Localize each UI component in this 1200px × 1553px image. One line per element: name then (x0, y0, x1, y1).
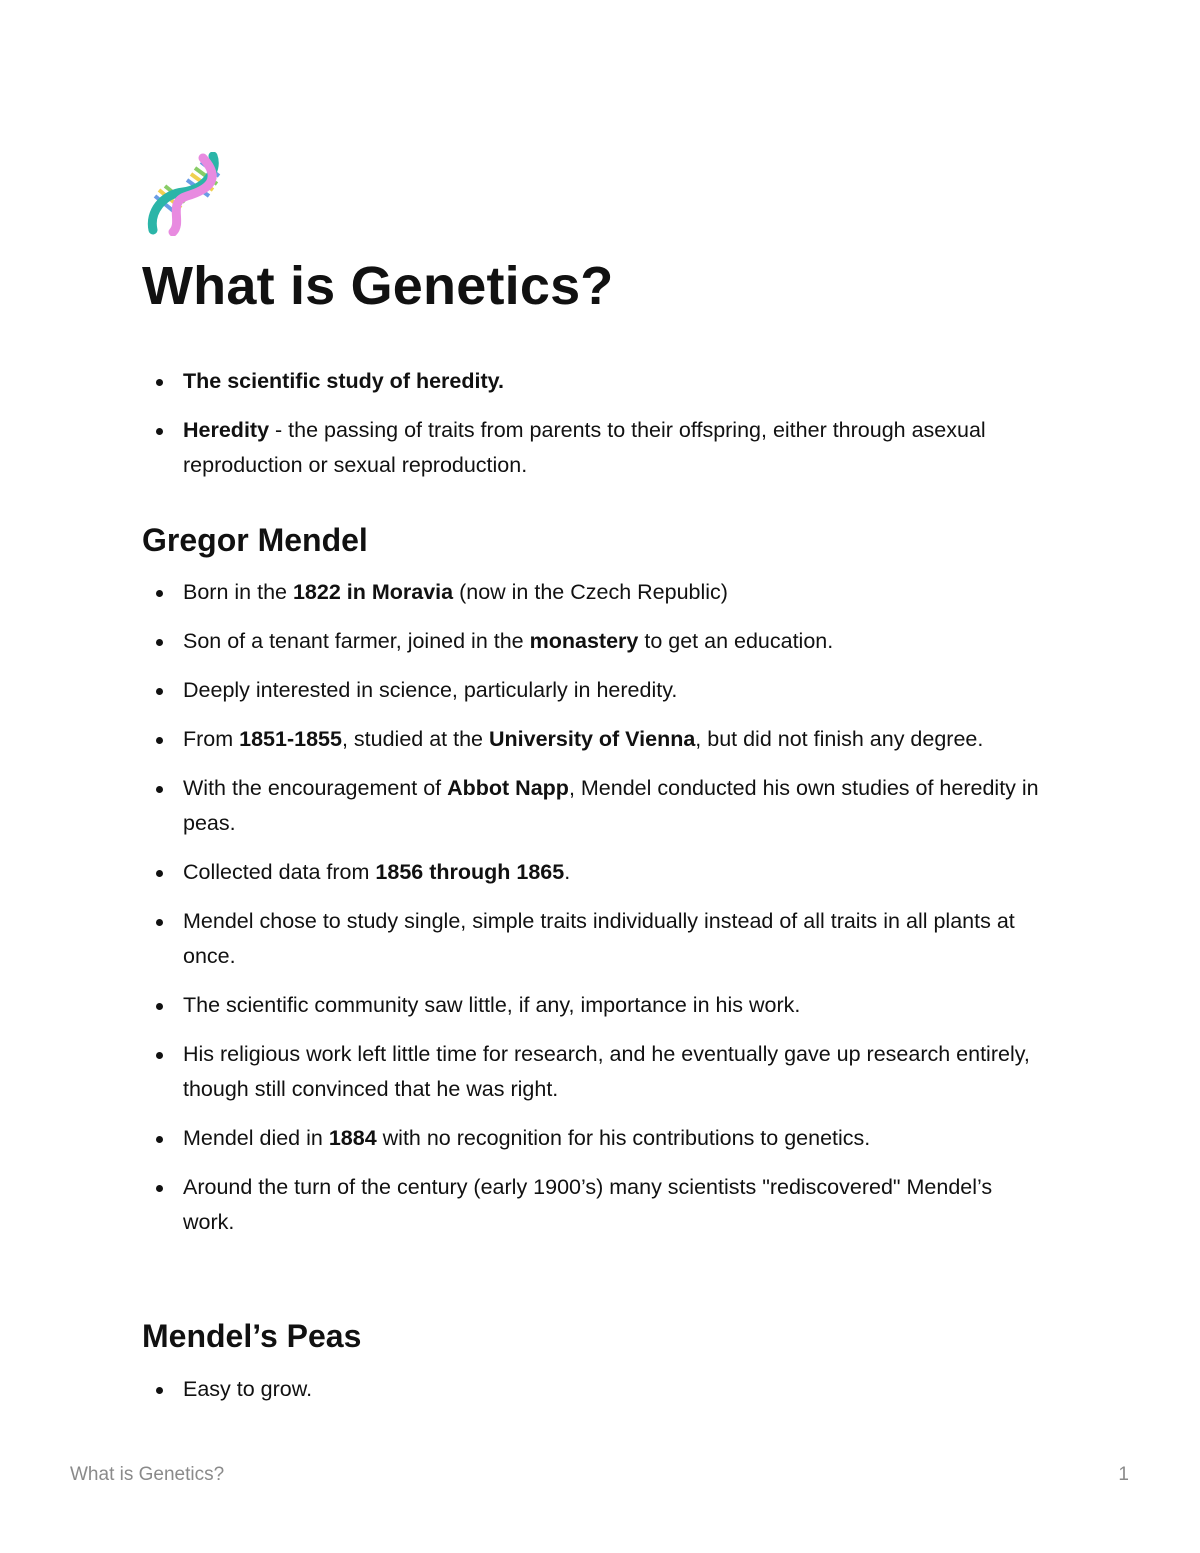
bullet (156, 379, 163, 386)
item-text: , but did not finish any degree. (695, 727, 984, 751)
bold-text: 1884 (328, 1126, 377, 1150)
dna-emoji-icon (143, 152, 227, 236)
item-text: The scientific community saw little, if any, importance in his work. (183, 993, 801, 1017)
bold-text: Abbot Napp (447, 776, 569, 800)
item-text: Born in the (183, 580, 293, 604)
section-heading-mendels-peas: Mendel’s Peas (142, 1318, 362, 1354)
item-text: Collected data from (183, 860, 376, 884)
bullet (156, 639, 163, 646)
bullet (156, 1387, 163, 1394)
bullet (156, 919, 163, 926)
item-text: With the encouragement of (183, 776, 448, 800)
page-title: What is Genetics? (142, 256, 614, 316)
item-text: to get an education. (638, 629, 834, 653)
bold-text: The scientific study of heredity. (183, 369, 504, 393)
bullet (156, 1003, 163, 1010)
list-item (140, 413, 1040, 483)
list-item (140, 904, 1040, 974)
list-item (140, 1170, 1040, 1240)
bold-text: monastery (529, 629, 639, 653)
bold-text: University of Vienna (488, 727, 696, 751)
list-item (140, 771, 1040, 841)
bold-text: 1822 in Moravia (292, 580, 454, 604)
bullet (156, 786, 163, 793)
mendel-list (140, 575, 1040, 1240)
bullet (156, 428, 163, 435)
item-text: , Mendel conducted his own studies of heredity in peas. (183, 776, 1039, 835)
list-item (140, 575, 1040, 610)
list-item (140, 364, 1040, 399)
list-item (140, 1121, 1040, 1156)
item-text: , studied at the (341, 727, 489, 751)
item-text: (now in the Czech Republic) (453, 580, 728, 604)
list-item (140, 988, 1040, 1023)
list-item (140, 624, 1040, 659)
item-text: Around the turn of the century (early 1900’s) many scientists "rediscovered" Mendel’s work. (183, 1175, 993, 1234)
section-heading-gregor-mendel: Gregor Mendel (142, 522, 368, 558)
item-text: with no recognition for his contributions to genetics. (376, 1126, 871, 1150)
item-text: Son of a tenant farmer, joined in the (183, 629, 530, 653)
list-item (140, 673, 1040, 708)
item-text: - the passing of traits from parents to their offspring, either through asexual reproduction or sexual reproduction. (183, 418, 986, 477)
bullet (156, 688, 163, 695)
item-text: Deeply interested in science, particularly in heredity. (183, 678, 678, 702)
item-text: . (564, 860, 571, 884)
bullet (156, 1185, 163, 1192)
intro-list (140, 364, 1040, 483)
item-text: Mendel chose to study single, simple traits individually instead of all traits in all plants at once. (183, 909, 1015, 968)
item-text: From (183, 727, 240, 751)
item-text: Mendel died in (183, 1126, 329, 1150)
list-item (140, 1372, 1040, 1407)
item-text: Easy to grow. (183, 1377, 313, 1401)
bullet (156, 590, 163, 597)
list-item (140, 855, 1040, 890)
bold-text: Heredity (183, 418, 270, 442)
bullet (156, 870, 163, 877)
bullet (156, 1136, 163, 1143)
list-item (140, 1037, 1040, 1107)
bullet (156, 1052, 163, 1059)
peas-list (140, 1372, 1040, 1407)
item-text: His religious work left little time for research, and he eventually gave up research entirely, though still convinced that he was right. (183, 1042, 1030, 1101)
bold-text: 1851-1855 (239, 727, 342, 751)
bold-text: 1856 through 1865 (375, 860, 565, 884)
footer-page-number: 1 (1118, 1464, 1129, 1485)
footer-document-title: What is Genetics? (70, 1464, 225, 1485)
list-item (140, 722, 1040, 757)
bullet (156, 737, 163, 744)
